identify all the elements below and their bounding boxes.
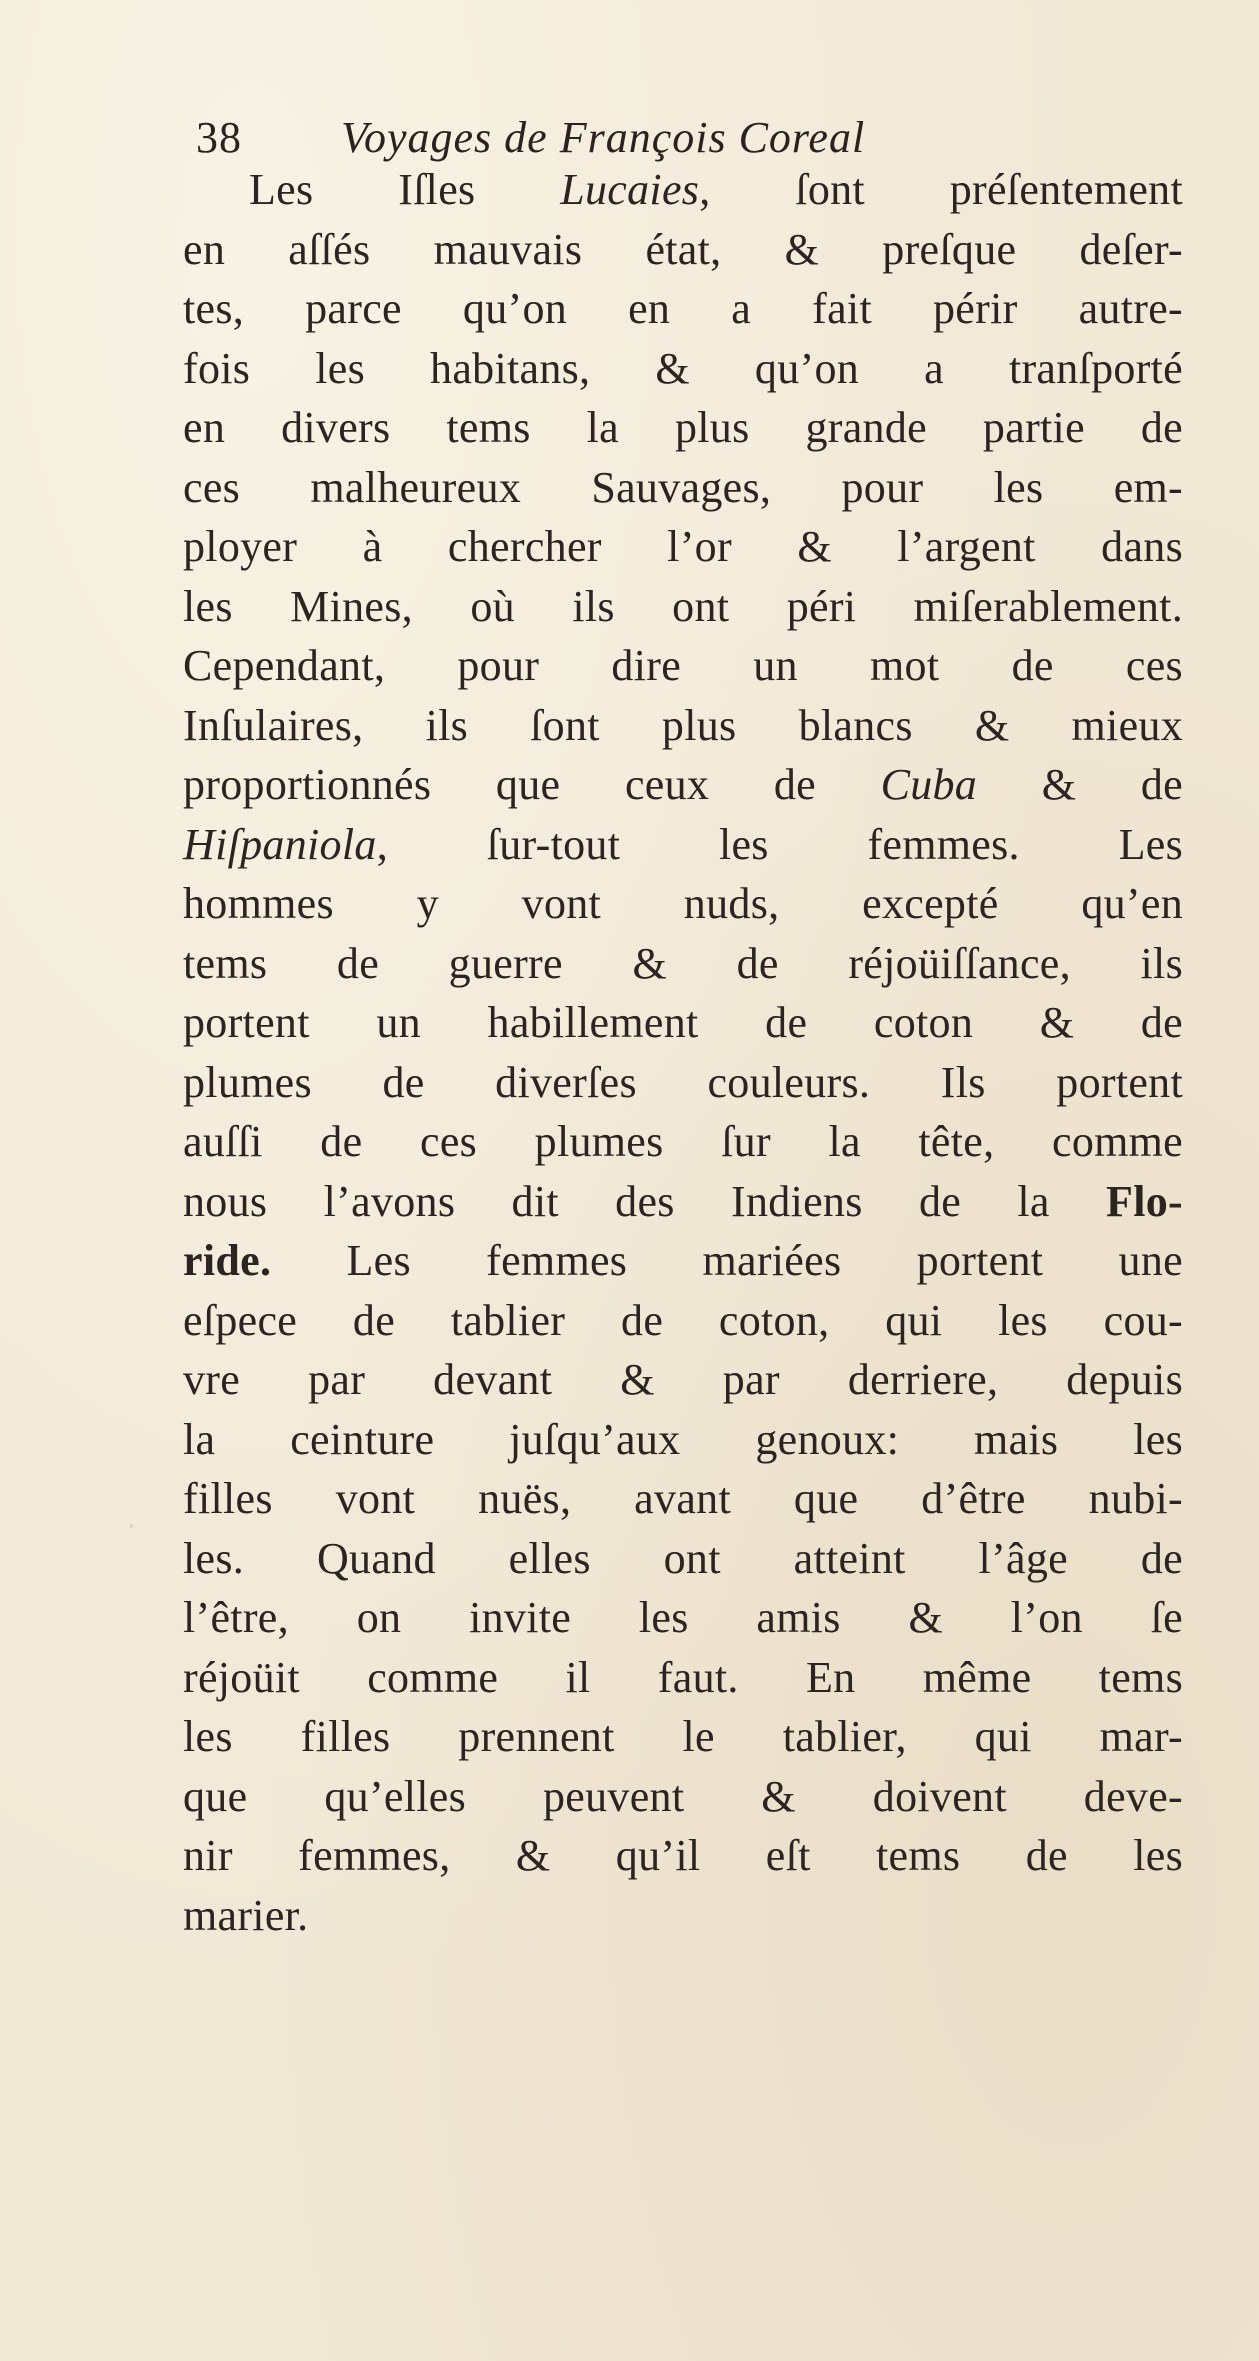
text-segment: vre par devant & par derriere, depuis: [183, 1355, 1183, 1404]
text-line: [183, 339, 1183, 399]
text-segment: nir femmes, & qu’il eſt tems de les: [183, 1831, 1183, 1880]
text-line: [183, 517, 1183, 577]
running-title: Voyages de François Coreal: [341, 113, 866, 162]
text-segment: Hiſpaniola: [183, 819, 377, 869]
text-line: [183, 1410, 1183, 1470]
text-segment: tems de guerre & de réjoüiſſance, ils: [183, 938, 1183, 988]
text-segment: , ſur-tout les femmes. Les: [376, 819, 1183, 869]
text-segment: hommes y vont nuds, excepté qu’en: [183, 879, 1183, 928]
text-segment: l’être, on invite les amis & l’on ſe: [183, 1593, 1183, 1642]
body-text: [183, 160, 1183, 1945]
text-segment: & de: [977, 760, 1183, 809]
text-line: [183, 1826, 1183, 1886]
text-segment: filles vont nuës, avant que d’être nubi-: [183, 1474, 1183, 1523]
text-segment: que qu’elles peuvent & doivent deve-: [183, 1771, 1183, 1821]
text-line: [183, 1469, 1183, 1529]
text-segment: ployer à chercher l’or & l’argent dans: [183, 522, 1183, 571]
text-segment: la ceinture juſqu’aux genoux: mais les: [183, 1414, 1183, 1464]
text-segment: en aſſés mauvais état, & preſque deſer-: [183, 224, 1183, 274]
text-segment: Flo-: [1106, 1176, 1183, 1226]
text-segment: proportionnés que ceux de: [183, 760, 881, 809]
text-line: [183, 1231, 1183, 1291]
text-line: [183, 636, 1183, 696]
text-segment: Les femmes mariées portent une: [271, 1236, 1183, 1285]
text-segment: ride.: [183, 1236, 272, 1285]
text-line: [183, 1112, 1183, 1172]
text-segment: portent un habillement de coton & de: [183, 998, 1183, 1047]
text-line: [183, 160, 1183, 220]
text-line: [183, 874, 1183, 934]
text-line: [183, 1291, 1183, 1351]
text-line: [183, 1767, 1183, 1827]
text-segment: Cependant, pour dire un mot de ces: [183, 641, 1183, 690]
text-segment: marier.: [183, 1890, 309, 1940]
text-segment: les Mines, où ils ont péri miſerablement.: [183, 581, 1183, 631]
text-line: [183, 1588, 1183, 1648]
text-segment: les filles prennent le tablier, qui mar-: [183, 1712, 1183, 1761]
text-segment: Cuba: [880, 760, 978, 809]
text-segment: nous l’avons dit des Indiens de la: [183, 1176, 1107, 1226]
text-line: [183, 398, 1183, 458]
text-segment: réjoüit comme il faut. En même tems: [183, 1652, 1183, 1702]
text-line: [183, 696, 1183, 756]
text-line: [183, 1172, 1183, 1232]
text-line: [183, 1707, 1183, 1767]
text-segment: les. Quand elles ont atteint l’âge de: [183, 1533, 1183, 1583]
bleed-through-mark: ·: [126, 1508, 138, 1545]
text-line: [183, 755, 1183, 815]
running-head: [196, 108, 865, 168]
text-line: [183, 1886, 1183, 1946]
text-segment: ces malheureux Sauvages, pour les em-: [183, 462, 1183, 512]
text-line: [183, 934, 1183, 994]
text-line: [183, 993, 1183, 1053]
text-line: [183, 458, 1183, 518]
text-segment: Inſulaires, ils ſont plus blancs & mieux: [183, 700, 1183, 750]
text-line: [183, 1053, 1183, 1113]
text-line: [183, 577, 1183, 637]
text-segment: plumes de diverſes couleurs. Ils portent: [183, 1057, 1183, 1107]
text-segment: Les Iſles: [249, 165, 561, 214]
page-number: 38: [196, 113, 242, 162]
text-line: [183, 220, 1183, 280]
text-segment: Lucaies: [560, 165, 700, 214]
text-segment: , ſont préſentement: [699, 165, 1183, 214]
text-line: [183, 1648, 1183, 1708]
text-segment: eſpece de tablier de coton, qui les cou-: [183, 1295, 1183, 1345]
text-line: [183, 279, 1183, 339]
text-segment: fois les habitans, & qu’on a tranſporté: [183, 343, 1183, 393]
text-segment: auſſi de ces plumes ſur la tête, comme: [183, 1117, 1183, 1166]
text-line: [183, 1529, 1183, 1589]
text-segment: en divers tems la plus grande partie de: [183, 403, 1183, 452]
text-segment: tes, parce qu’on en a fait périr autre-: [183, 284, 1183, 333]
text-line: [183, 1350, 1183, 1410]
text-line: [183, 815, 1183, 875]
